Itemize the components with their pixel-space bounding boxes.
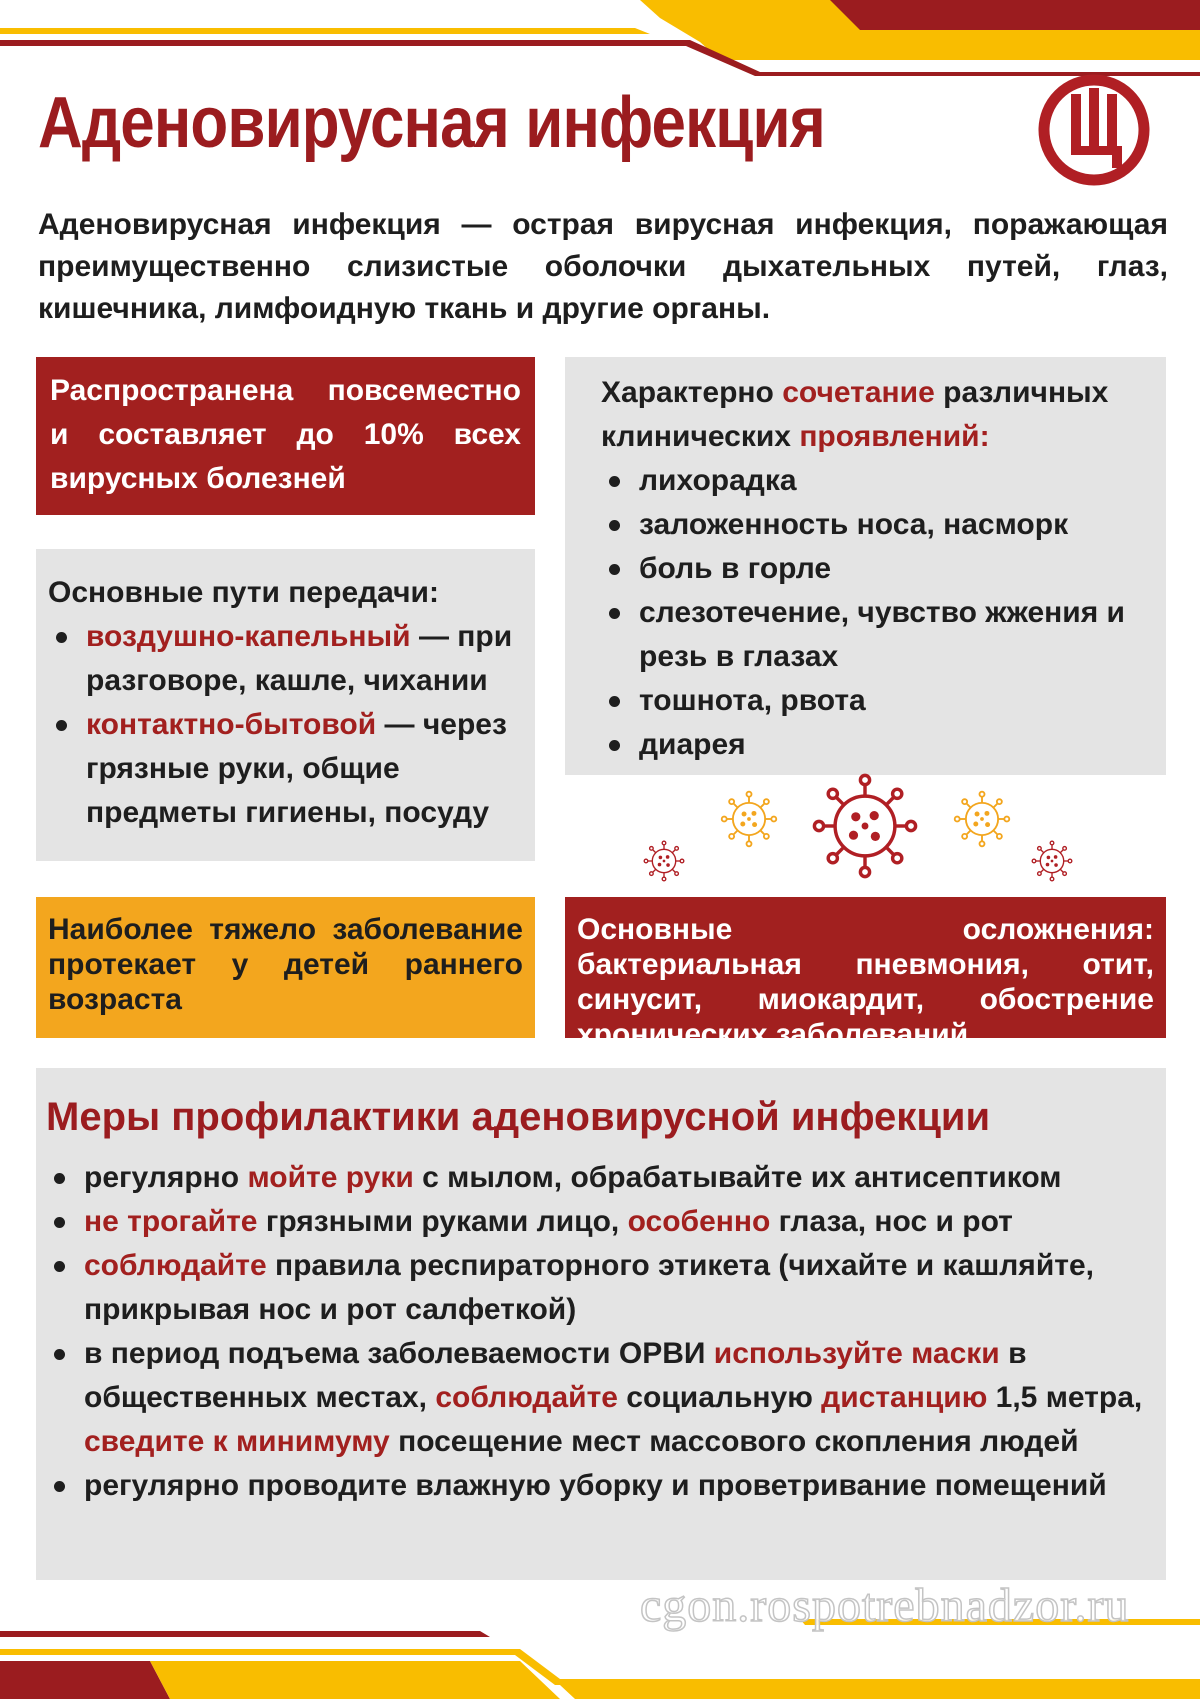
page-title: Аденовирусная инфекция (38, 83, 825, 163)
intro-paragraph: Аденовирусная инфекция — острая вирусная инфекция, поражающая преимущественно слизистые оболочки дыхательных путей, глаз, кишечника, лимфоидную ткань и другие органы. (38, 208, 1168, 325)
clinical-heading (601, 371, 1130, 459)
bullet-icon (56, 632, 67, 643)
prevention-text: глаза, нос и рот (770, 1205, 1013, 1238)
symptom-text: заложенность носа, насморк (639, 508, 1069, 541)
bullet-icon (609, 608, 620, 619)
cgon-logo-icon (1038, 74, 1150, 186)
transmission-list (48, 615, 523, 835)
list-item (48, 703, 523, 835)
prevention-text: посещение мест массового скопления людей (389, 1425, 1079, 1458)
virus-icon (1032, 841, 1072, 881)
prevention-title: Меры профилактики аденовирусной инфекции (46, 1095, 991, 1139)
clinical-box (565, 357, 1166, 775)
list-item (46, 1332, 1156, 1464)
transmission-accent: воздушно-капельный (86, 620, 411, 653)
prevention-text: правила респираторного этикета (чихайте и кашляйте, прикрывая нос и рот салфеткой) (84, 1249, 1094, 1326)
prevention-text: социальную (617, 1381, 822, 1414)
transmission-text: — через грязные руки, общие предметы гигиены, посуду (86, 708, 507, 829)
bullet-icon (609, 696, 620, 707)
heading-text: Характерно (601, 376, 783, 409)
list-item (601, 459, 1130, 503)
bullet-icon (609, 564, 620, 575)
prevention-accent: мойте руки (247, 1161, 414, 1194)
list-item (46, 1156, 1156, 1200)
list-item (46, 1464, 1156, 1508)
prevention-text: в период подъема заболеваемости ОРВИ (84, 1337, 714, 1370)
virus-icon (814, 775, 915, 876)
watermark: cgon.rospotrebnadzor.ru (640, 1579, 1130, 1632)
list-item (601, 723, 1130, 767)
prevention-list (46, 1156, 1156, 1508)
prevention-box (36, 1068, 1166, 1580)
prevention-text: регулярно (84, 1161, 248, 1194)
heading-text: различных клинических (601, 376, 1109, 453)
prevention-text: с мылом, обрабатывайте их антисептиком (413, 1161, 1062, 1194)
bullet-icon (54, 1261, 65, 1272)
bullet-icon (54, 1349, 65, 1360)
symptoms-list (601, 459, 1130, 767)
bullet-icon (54, 1173, 65, 1184)
symptom-text: диарея (639, 728, 746, 761)
severe-box (36, 897, 535, 1038)
list-item (46, 1200, 1156, 1244)
bullet-icon (609, 740, 620, 751)
list-item (601, 679, 1130, 723)
virus-icon (722, 792, 777, 847)
spread-text: Распространена повсеместно и составляет до 10% всех вирусных болезней (50, 374, 521, 495)
symptom-text: боль в горле (639, 552, 832, 585)
prevention-accent: не трогайте (84, 1205, 258, 1238)
prevention-accent: дистанцию (821, 1381, 988, 1414)
prevention-accent: особенно (627, 1205, 771, 1238)
list-item (601, 503, 1130, 547)
bullet-icon (54, 1217, 65, 1228)
prevention-accent: соблюдайте (84, 1249, 267, 1282)
prevention-accent: соблюдайте (435, 1381, 618, 1414)
severe-text: Наиболее тяжело заболевание протекает у детей раннего возраста (48, 913, 523, 1016)
list-item (601, 547, 1130, 591)
transmission-accent: контактно-бытовой (86, 708, 377, 741)
symptom-text: лихорадка (639, 464, 797, 497)
virus-icon (955, 792, 1010, 847)
top-stripes (0, 0, 1200, 90)
prevention-text: в общественных местах, (84, 1337, 1027, 1414)
spread-box (36, 357, 535, 515)
bullet-icon (54, 1481, 65, 1492)
list-item (48, 615, 523, 703)
complications-box (565, 897, 1166, 1051)
bullet-icon (56, 720, 67, 731)
heading-accent: проявлений: (799, 420, 990, 453)
prevention-text: регулярно проводите влажную уборку и проветривание помещений (84, 1469, 1107, 1502)
list-item (46, 1244, 1156, 1332)
symptom-text: тошнота, рвота (639, 684, 866, 717)
complications-text: Основные осложнения: бактериальная пневмония, отит, синусит, миокардит, обострение хронических заболеваний (577, 913, 1154, 1051)
bullet-icon (609, 520, 620, 531)
symptom-text: слезотечение, чувство жжения и резь в глазах (639, 596, 1125, 673)
prevention-accent: используйте маски (713, 1337, 1000, 1370)
heading-accent: сочетание (782, 376, 935, 409)
prevention-accent: сведите к минимуму (84, 1425, 390, 1458)
transmission-heading: Основные пути передачи: (48, 576, 439, 609)
transmission-box (36, 549, 535, 861)
bullet-icon (609, 476, 620, 487)
list-item (601, 591, 1130, 679)
prevention-text: грязными руками лицо, (257, 1205, 628, 1238)
virus-icon (644, 841, 684, 881)
prevention-text: 1,5 метра, (987, 1381, 1143, 1414)
transmission-text: — при разговоре, кашле, чихании (86, 620, 513, 697)
